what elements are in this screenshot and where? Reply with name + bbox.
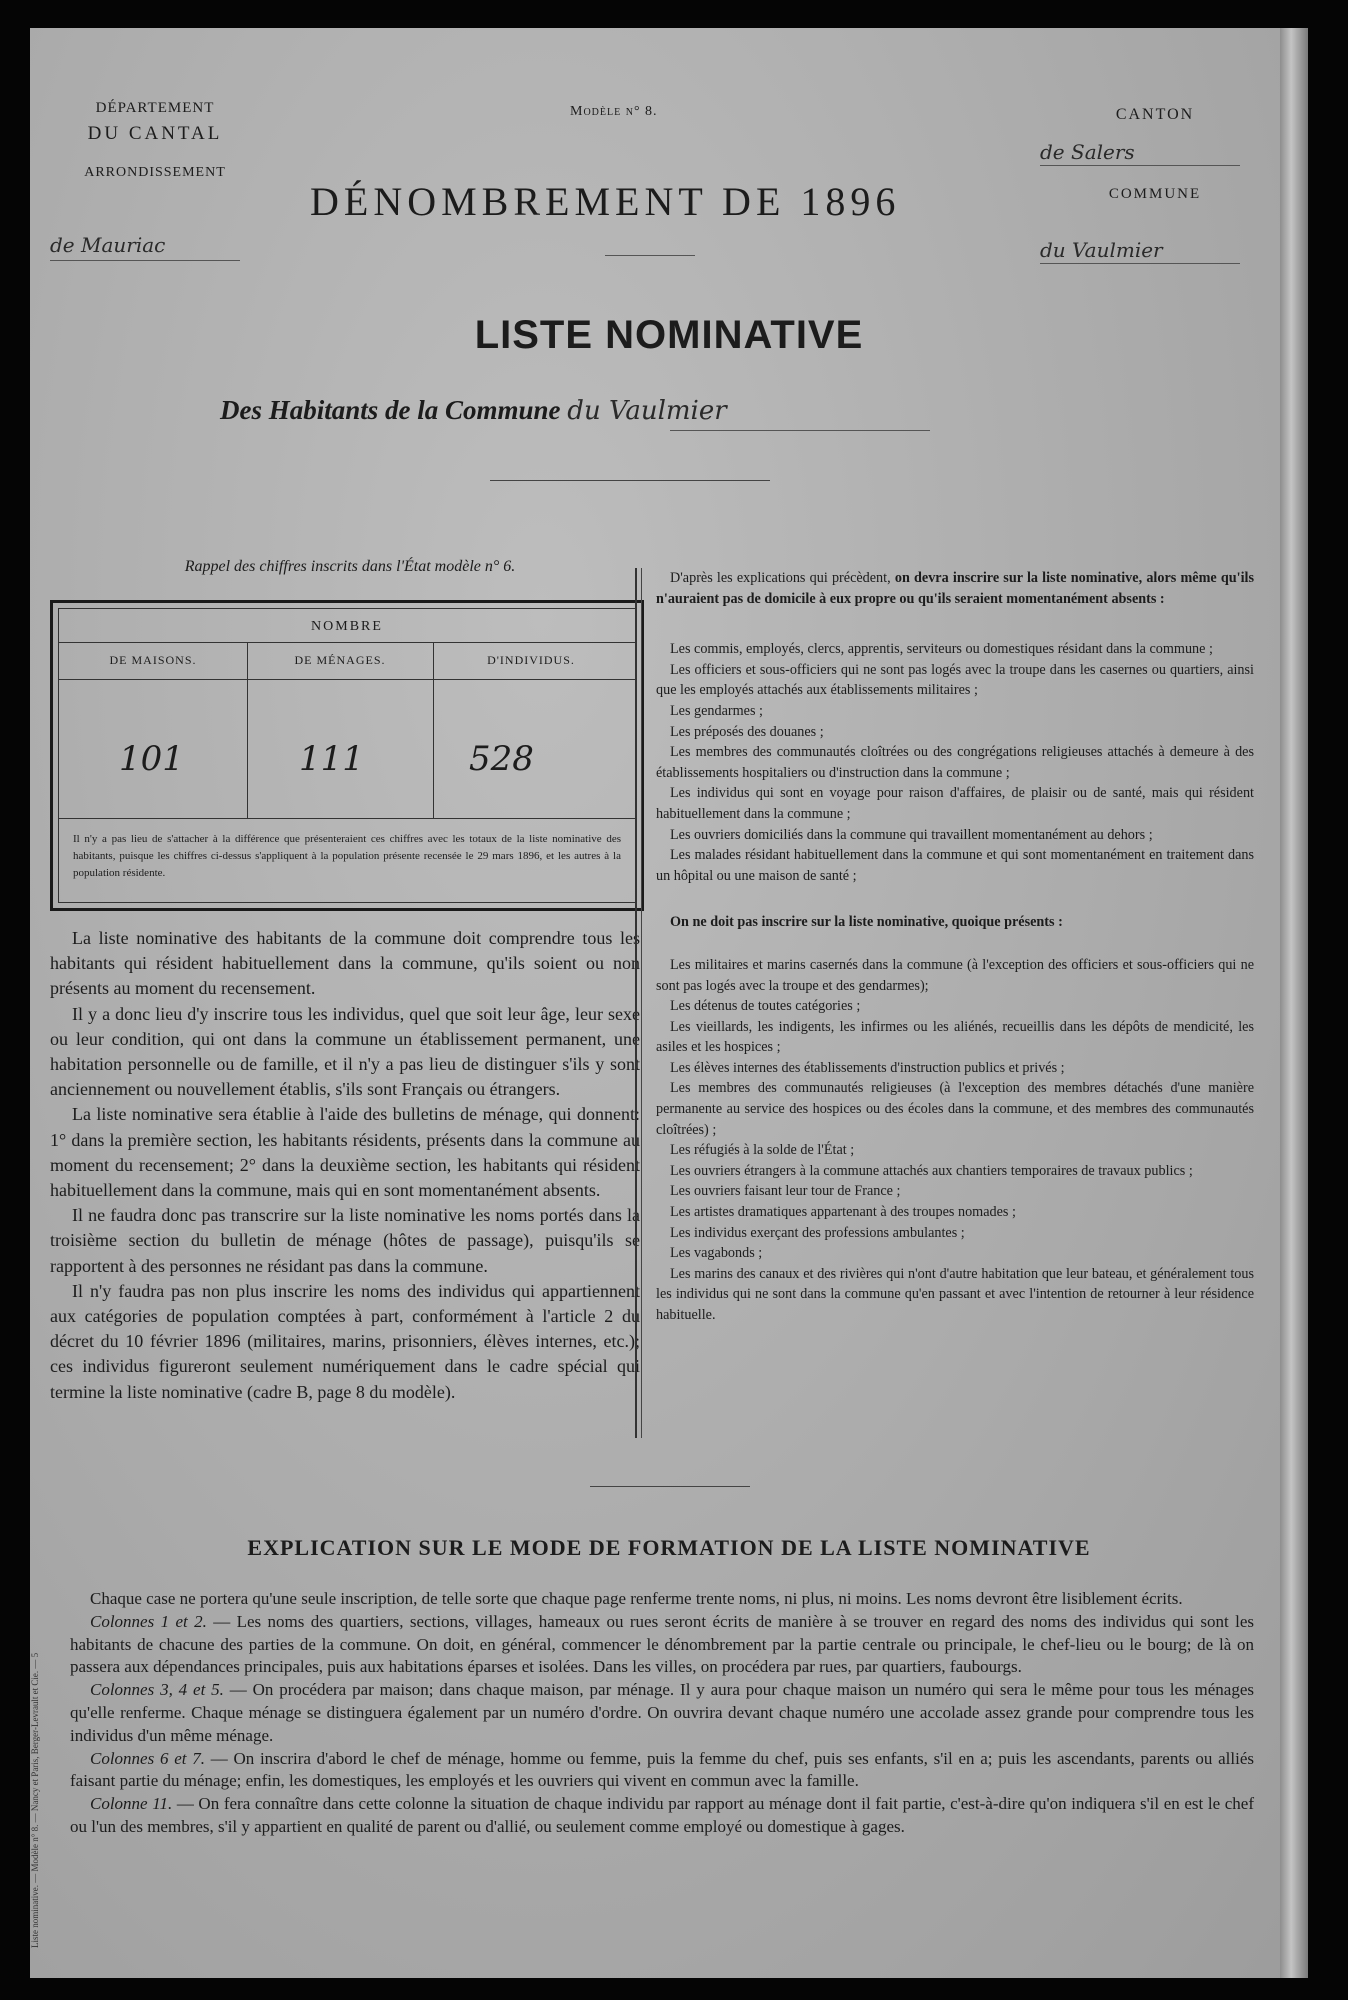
- inscrire-item: Les officiers et sous-officiers qui ne sont pas logés avec la troupe dans les casernes ou quartiers, ainsi que les employés attachés aux établissements militaires ;: [656, 661, 1254, 699]
- explication-item-text: — On procédera par maison; dans chaque maison, par ménage. Il y aura pour chaque maison un numéro qui sera le même pour tous les ménages qu'elle renferme. Chaque ménage se distinguera également par un numéro d'ordre. On ouvrira devant chaque numéro une accolade assez grande pour comprendre tous les individus d'un même ménage.: [70, 1680, 1255, 1745]
- denombrement-title: DÉNOMBREMENT DE 1896: [310, 179, 901, 224]
- subtitle-rule: [670, 430, 930, 431]
- explication-item-label: Colonne 11.: [90, 1794, 173, 1814]
- explication-body: [70, 1588, 1254, 1839]
- left-paragraph: Il y a donc lieu d'y inscrire tous les individus, quel que soit leur âge, leur sexe ou leur condition, qui ont dans la commune un établissement permanent, une habitation personnelle ou de famille, et il n'y a pas lieu de distinguer s'ils y sont anciennement ou nouvellement établis, s'ils sont Français ou étrangers.: [50, 1003, 640, 1100]
- modele-number: Modèle n° 8.: [570, 104, 658, 119]
- commune-label: COMMUNE: [1108, 186, 1202, 202]
- explication-item-label: Colonnes 1 et 2.: [90, 1611, 207, 1631]
- pas-inscrire-item: Les réfugiés à la solde de l'État ;: [670, 1142, 855, 1159]
- right-intro-bold: on devra inscrire sur la liste nominative, alors même qu'ils n'auraient pas de domicile à eux propre ou qu'ils seraient momentanément absents :: [656, 570, 1255, 607]
- inscrire-item: Les commis, employés, clercs, apprentis, serviteurs ou domestiques résidant dans la commune ;: [670, 641, 1213, 658]
- value-maisons: 101: [119, 739, 184, 779]
- value-individus: 528: [469, 739, 534, 779]
- pas-inscrire-item: Les ouvriers faisant leur tour de France ;: [670, 1183, 901, 1200]
- nombre-title: NOMBRE: [311, 619, 383, 634]
- pas-inscrire-item: Les vagabonds ;: [670, 1245, 763, 1262]
- nombre-table-inner: [58, 608, 636, 903]
- rappel-caption: Rappel des chiffres inscrits dans l'État modèle n° 6.: [184, 558, 516, 575]
- right-intro: [656, 568, 1254, 609]
- table-note: Il n'y a pas lieu de s'attacher à la différence que présenteraient ces chiffres avec les totaux de la liste nominative des habitants, puisque les chiffres ci-dessus s'appliquent à la population présente recensée le 29 mars 1896, et les autres à la population résidente.: [73, 833, 621, 879]
- nombre-table: [50, 600, 644, 911]
- canton-label: CANTON: [1115, 106, 1195, 123]
- left-paragraph: La liste nominative sera établie à l'aide des bulletins de ménage, qui donnent: 1° dans la première section, les habitants résidents, présents dans la commune au moment du recensement; 2° dans la deuxième section, les habitants qui résident habituellement dans la commune, mais qui en sont momentanément absents.: [50, 1104, 640, 1201]
- inscrire-item: Les gendarmes ;: [670, 702, 763, 719]
- ornament-rule-bottom: [590, 1486, 750, 1487]
- liste-nominative-title: LISTE NOMINATIVE: [474, 313, 864, 357]
- ornament-rule-top: [490, 480, 770, 481]
- pas-inscrire-item: Les militaires et marins casernés dans la commune (à l'exception des officiers et sous-officiers qui ne sont pas logés avec la troupe et des gendarmes);: [656, 956, 1254, 994]
- departement-label: DÉPARTEMENT: [95, 100, 215, 116]
- pas-inscrire-item: Les élèves internes des établissements d'instruction publics et privés ;: [670, 1059, 1065, 1076]
- value-menages: 111: [299, 739, 364, 779]
- pas-inscrire-item: Les membres des communautés religieuses (à l'exception des membres détachés d'une manière permanente au service des hospices ou des écoles dans la commune, et des membres des communautés cloîtrées) ;: [656, 1080, 1254, 1138]
- pas-inscrire-item: Les vieillards, les indigents, les infirmes ou les aliénés, recueillis dans les dépôts de mendicité, les asiles et les hospices ;: [656, 1018, 1254, 1056]
- table-rule-3: [59, 818, 635, 819]
- explication-heading: EXPLICATION SUR LE MODE DE FORMATION DE LA LISTE NOMINATIVE: [247, 1535, 1091, 1560]
- column-divider: [635, 568, 637, 1438]
- column-divider-thin: [641, 568, 642, 1438]
- col-header-menages: DE MÉNAGES.: [294, 653, 386, 667]
- subtitle-handwritten: du Vaulmier: [567, 396, 727, 426]
- explication-intro: Chaque case ne portera qu'une seule inscription, de telle sorte que chaque page renferme trente noms, ni plus, ni moins. Les noms devront être lisiblement écrits.: [90, 1589, 1183, 1608]
- canton-value: de Salers: [1040, 140, 1135, 164]
- explication-item: [70, 1748, 1254, 1794]
- explication-item: [70, 1679, 1254, 1747]
- departement-value: DU CANTAL: [87, 123, 223, 144]
- census-sheet: [30, 28, 1308, 1978]
- inscrire-item: Les ouvriers domiciliés dans la commune qui travaillent momentanément au dehors ;: [670, 826, 1153, 843]
- departement-block: [50, 100, 260, 181]
- table-rule-2: [59, 679, 635, 680]
- inscrire-item: Les membres des communautés cloîtrées ou des congrégations religieuses attachés à demeure à des établissements hospitaliers ou d'instruction dans la commune ;: [656, 744, 1254, 781]
- printer-imprint: Liste nominative. — Modèle n° 8. — Nancy et Paris, Berger-Levrault et Cie. — 5: [30, 1652, 40, 1948]
- explication-item-label: Colonnes 3, 4 et 5.: [90, 1680, 224, 1700]
- left-paragraph: Il n'y faudra pas non plus inscrire les noms des individus qui appartiennent aux catégories de population comptées à part, conformément à l'article 2 du décret du 10 février 1896 (militaires, marins, prisonniers, élèves internes, etc.); ces individus figureront seulement numériquement dans le cadre spécial qui termine la liste nominative (cadre B, page 8 du modèle).: [50, 1280, 640, 1402]
- title-rule: [605, 255, 695, 256]
- table-rule-1: [59, 642, 635, 643]
- commune-value: du Vaulmier: [1040, 238, 1163, 262]
- pas-inscrire-item: Les individus exerçant des professions ambulantes ;: [670, 1224, 965, 1241]
- table-col-sep-1: [247, 642, 248, 818]
- col-header-maisons: DE MAISONS.: [109, 653, 197, 667]
- inscrire-item: Les préposés des douanes ;: [670, 723, 824, 740]
- explication-item-label: Colonnes 6 et 7.: [90, 1748, 205, 1768]
- inscrire-item: Les malades résidant habituellement dans la commune et qui sont momentanément en traitement dans un hôpital ou une maison de santé ;: [656, 847, 1254, 884]
- right-intro-plain: D'après les explications qui précèdent,: [670, 570, 891, 586]
- subtitle-text: Des Habitants de la Commune: [220, 395, 561, 425]
- table-col-sep-2: [433, 642, 434, 818]
- left-paragraph: Il ne faudra donc pas transcrire sur la liste nominative les noms portés dans la troisième section du bulletin de ménage (hôtes de passage), puisqu'ils se rapportent à des personnes ne résidant pas dans la commune.: [50, 1205, 640, 1276]
- explication-item-text: — On fera connaître dans cette colonne la situation de chaque individu par rapport au ménage dont il fait partie, c'est-à-dire qu'on indiquera s'il en est le chef ou l'un des membres, s'il y appartient en qualité de parent ou d'allié, ou seulement comme employé ou domestique à gages.: [70, 1794, 1255, 1836]
- right-instructions: [656, 568, 1254, 1326]
- commune-rule: [1040, 263, 1240, 264]
- explication-item-text: — Les noms des quartiers, sections, villages, hameaux ou rues seront écrits de manière à se trouver en regard des noms des individus qui sont les habitants de chacune des parties de la commune. On doit, en général, commencer le dénombrement par la partie centrale ou principale, le chef-lieu ou le bourg; de là on passera aux dépendances principales, puis aux habitations éparses et isolées. Dans les villes, on procédera par rues, par quartiers, faubourgs.: [70, 1611, 1254, 1677]
- explication-item-text: — On inscrira d'abord le chef de ménage, homme ou femme, puis la femme du chef, puis ses enfants, s'il en a; puis les ascendants, parents ou alliés faisant partie du ménage; enfin, les domestiques, les employés et les ouvriers qui vivent en commun avec la famille.: [70, 1748, 1255, 1791]
- left-paragraph: La liste nominative des habitants de la commune doit comprendre tous les habitants qui résident habituellement dans la commune, qu'ils soient ou non présents au moment du recensement.: [50, 928, 640, 999]
- canton-rule: [1040, 165, 1240, 166]
- pas-inscrire-heading: On ne doit pas inscrire sur la liste nominative, quoique présents :: [670, 914, 1063, 931]
- arrondissement-value: de Mauriac: [50, 233, 166, 257]
- pas-inscrire-item: Les artistes dramatiques appartenant à des troupes nomades ;: [670, 1204, 1016, 1221]
- pas-inscrire-item: Les marins des canaux et des rivières qui n'ont d'autre habitation que leur bateau, et généralement tous les individus qui ne sont dans la commune qu'en passant et avec l'intention de retourner à leur résidence habituelle.: [656, 1265, 1254, 1323]
- explication-item: [70, 1793, 1254, 1839]
- arrondissement-rule: [50, 260, 240, 261]
- col-header-individus: D'INDIVIDUS.: [487, 653, 575, 667]
- explication-item: [70, 1611, 1254, 1679]
- subtitle: [220, 395, 727, 426]
- inscrire-item: Les individus qui sont en voyage pour raison d'affaires, de plaisir ou de santé, mais qui résident habituellement dans la commune ;: [656, 785, 1254, 822]
- left-instructions: [50, 926, 640, 1405]
- pas-inscrire-item: Les ouvriers étrangers à la commune attachés aux chantiers temporaires de travaux publics ;: [670, 1162, 1193, 1179]
- pas-inscrire-item: Les détenus de toutes catégories ;: [670, 998, 861, 1015]
- arrondissement-label: ARRONDISSEMENT: [84, 165, 226, 180]
